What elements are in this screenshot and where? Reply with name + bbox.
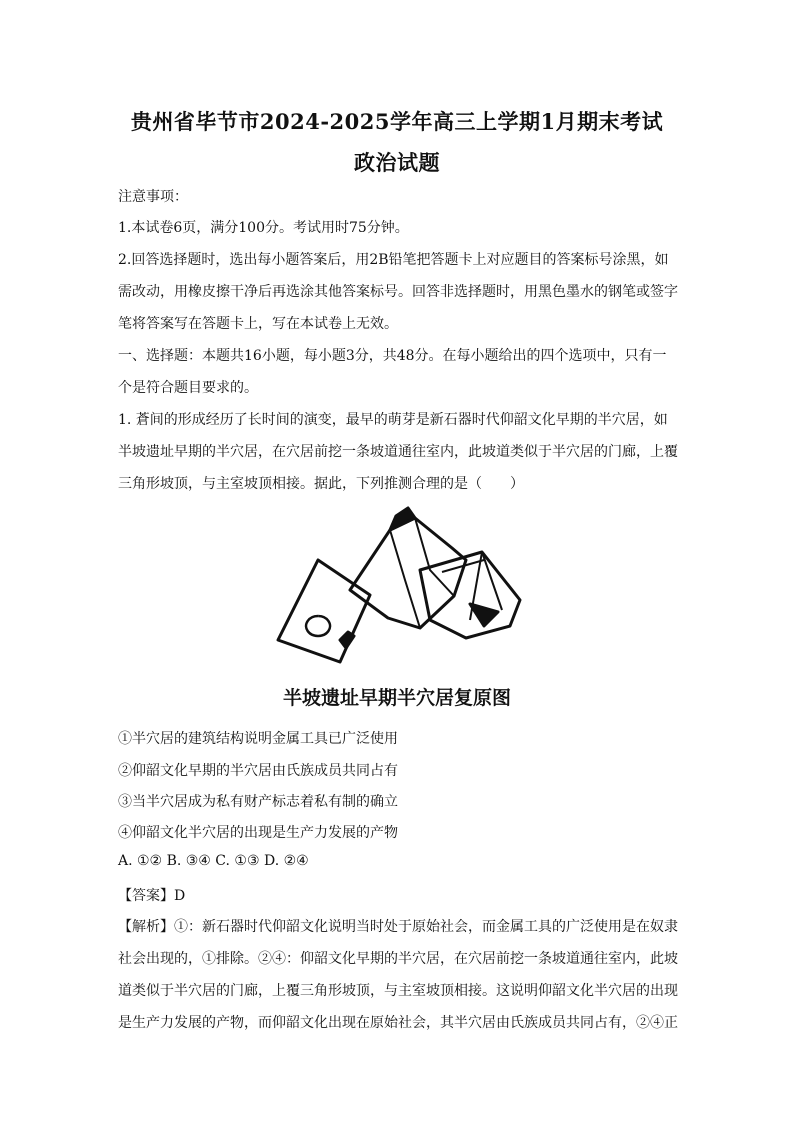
exam-subject: 政治试题 <box>354 150 440 175</box>
question-1-stem-cont: 三角形坡顶，与主室坡顶相接。据此，下列推测合理的是（ ） <box>118 476 524 492</box>
notice-heading: 注意事项： <box>118 189 188 205</box>
analysis-cont: 道类似于半穴居的门廊，上覆三角形坡顶，与主室坡顶相接。这说明仰韶文化半穴居的出现 <box>118 983 678 999</box>
statement-2: ②仰韶文化早期的半穴居由氏族成员共同占有 <box>118 763 398 779</box>
analysis: 【解析】①：新石器时代仰韶文化说明当时处于原始社会，而金属工具的广泛使用是在奴隶 <box>118 919 678 935</box>
section-heading: 一、选择题：本题共16小题，每小题3分，共48分。在每小题给出的四个选项中，只有一 <box>118 348 667 364</box>
analysis-cont: 社会出现的，①排除。②④：仰韶文化早期的半穴居，在穴居前挖一条坡道通往室内，此坡 <box>118 951 678 967</box>
question-1-stem: 1. 蒼间的形成经历了长时间的演变，最早的萌芽是新石器时代仰韶文化早期的半穴居，如 <box>118 412 668 428</box>
question-1-stem-cont: 半坡遗址早期的半穴居，在穴居前挖一条坡道通往室内，此坡道类似于半穴居的门廊，上覆 <box>118 444 678 460</box>
analysis-cont: 是生产力发展的产物，而仰韶文化出现在原始社会，其半穴居由氏族成员共同占有，②④正 <box>118 1015 678 1031</box>
statement-3: ③当半穴居成为私有财产标志着私有制的确立 <box>118 794 398 810</box>
answer-choices: A. ①② B. ③④ C. ①③ D. ②④ <box>118 853 309 869</box>
notice-item-1: 1.本试卷6页，满分100分。考试用时75分钟。 <box>118 220 409 236</box>
section-heading-cont: 个是符合题目要求的。 <box>118 380 258 396</box>
statement-4: ④仰韶文化半穴居的出现是生产力发展的产物 <box>118 825 398 841</box>
notice-item-2-cont: 笔将答案写在答题卡上，写在本试卷上无效。 <box>118 316 398 332</box>
notice-item-2: 2.回答选择题时，选出每小题答案后，用2B铅笔把答题卡上对应题目的答案标号涂黑，如 <box>118 252 669 268</box>
answer: 【答案】D <box>118 888 186 904</box>
statement-1: ①半穴居的建筑结构说明金属工具已广泛使用 <box>118 731 398 747</box>
exam-title: 贵州省毕节市2024-2025学年高三上学期1月期末考试 <box>130 109 664 134</box>
notice-item-2-cont: 需改动，用橡皮擦干净后再选涂其他答案标号。回答非选择题时，用黑色墨水的钢笔或签字 <box>118 284 678 300</box>
figure-caption: 半坡遗址早期半穴居复原图 <box>282 687 511 709</box>
semi-subterranean-house-illustration <box>270 500 530 670</box>
